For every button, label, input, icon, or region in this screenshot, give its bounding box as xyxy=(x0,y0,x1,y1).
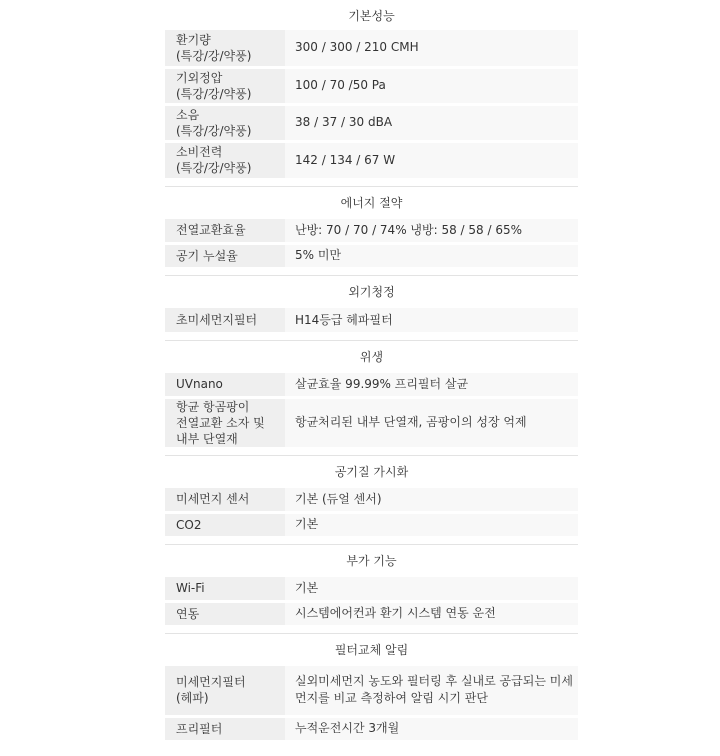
section-gap xyxy=(165,267,578,275)
spec-value: 시스템에어컨과 환기 시스템 연동 운전 xyxy=(285,601,578,625)
section-title: 에너지 절약 xyxy=(165,186,578,219)
spec-value: 기본 xyxy=(285,577,578,601)
spec-label: 미세먼지필터 (헤파) xyxy=(165,666,285,716)
section-title: 기본성능 xyxy=(348,9,395,23)
spec-value: 5% 미만 xyxy=(285,243,578,267)
spec-table xyxy=(165,577,578,625)
spec-table xyxy=(165,30,578,178)
spec-table xyxy=(165,219,578,267)
section-gap xyxy=(165,447,578,455)
spec-label: 미세먼지 센서 xyxy=(165,488,285,512)
section-gap xyxy=(165,740,578,748)
spec-value: 기본 (듀얼 센서) xyxy=(285,488,578,512)
section-gap xyxy=(165,625,578,633)
spec-value: 살균효율 99.99% 프리필터 살균 xyxy=(285,373,578,397)
spec-label: 항균 항곰팡이 전열교환 소자 및 내부 단열재 xyxy=(165,397,285,447)
spec-row xyxy=(165,601,578,625)
spec-value: 항균처리된 내부 단열재, 곰팡이의 성장 억제 xyxy=(285,397,578,447)
spec-row xyxy=(165,308,578,332)
spec-row xyxy=(165,666,578,716)
spec-row xyxy=(165,30,578,67)
spec-value: 난방: 70 / 70 / 74% 냉방: 58 / 58 / 65% xyxy=(285,219,578,243)
section-gap xyxy=(165,536,578,544)
spec-row xyxy=(165,512,578,536)
spec-row xyxy=(165,67,578,104)
spec-table xyxy=(165,308,578,332)
spec-row xyxy=(165,488,578,512)
spec-label: 기외정압 (특강/강/약풍) xyxy=(165,67,285,104)
spec-row xyxy=(165,373,578,397)
spec-row xyxy=(165,577,578,601)
section-title: 위생 xyxy=(165,340,578,373)
spec-label: CO2 xyxy=(165,512,285,536)
spec-row xyxy=(165,104,578,141)
spec-row xyxy=(165,219,578,243)
spec-label: Wi-Fi xyxy=(165,577,285,601)
spec-value: 38 / 37 / 30 dBA xyxy=(285,104,578,141)
spec-table xyxy=(165,666,578,740)
spec-value: 기본 xyxy=(285,512,578,536)
section-title: 필터교체 알림 xyxy=(165,633,578,666)
spec-label: 환기량 (특강/강/약풍) xyxy=(165,30,285,67)
spec-value: 300 / 300 / 210 CMH xyxy=(285,30,578,67)
spec-row xyxy=(165,141,578,178)
spec-value: H14등급 헤파필터 xyxy=(285,308,578,332)
spec-label: 연동 xyxy=(165,601,285,625)
spec-table xyxy=(165,488,578,536)
spec-row xyxy=(165,397,578,447)
spec-label: 소비전력 (특강/강/약풍) xyxy=(165,141,285,178)
spec-row xyxy=(165,243,578,267)
spec-value: 142 / 134 / 67 W xyxy=(285,141,578,178)
spec-value: 실외미세먼지 농도와 필터링 후 실내로 공급되는 미세먼지를 비교 측정하여 알림 시기 판단 xyxy=(285,666,578,716)
spec-value: 누적운전시간 3개월 xyxy=(285,716,578,740)
spec-value: 100 / 70 /50 Pa xyxy=(285,67,578,104)
spec-sheet xyxy=(165,0,578,748)
section-gap xyxy=(165,332,578,340)
section-title: 외기청정 xyxy=(165,275,578,308)
section-title: 공기질 가시화 xyxy=(165,455,578,488)
spec-label: 전열교환효율 xyxy=(165,219,285,243)
section-gap xyxy=(165,178,578,186)
spec-label: UVnano xyxy=(165,373,285,397)
spec-row xyxy=(165,716,578,740)
spec-label: 공기 누설율 xyxy=(165,243,285,267)
spec-label: 초미세먼지필터 xyxy=(165,308,285,332)
spec-label: 프리필터 xyxy=(165,716,285,740)
spec-label: 소음 (특강/강/약풍) xyxy=(165,104,285,141)
section-title: 부가 기능 xyxy=(165,544,578,577)
spec-table xyxy=(165,373,578,447)
